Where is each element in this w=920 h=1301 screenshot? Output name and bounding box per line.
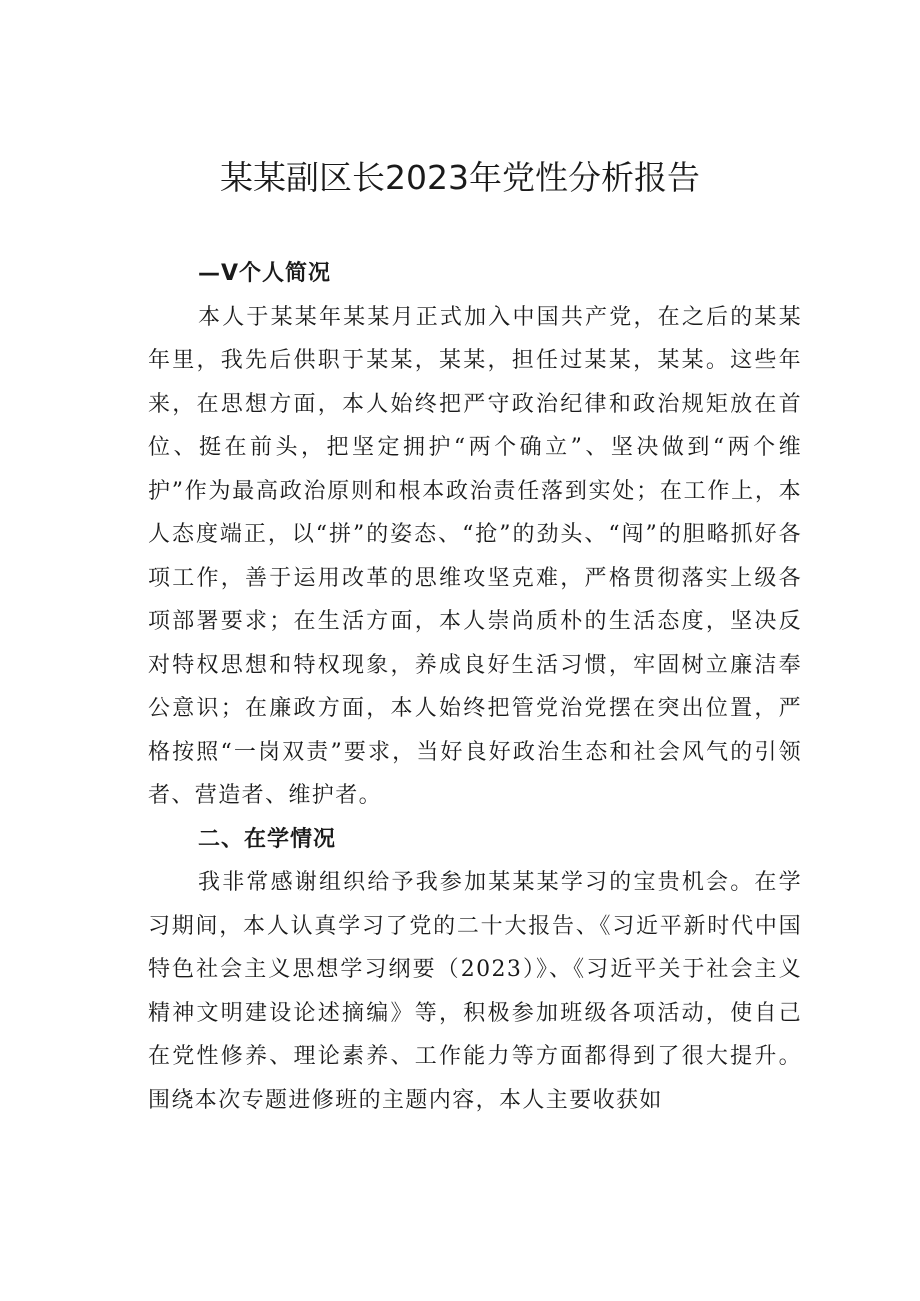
document-title: 某某副区长2023年党性分析报告 <box>220 158 700 197</box>
section-heading-study-status: 二、在学情况 <box>198 826 337 852</box>
section-heading-personal-profile: —V个人简况 <box>198 261 332 286</box>
section-paragraph-personal-profile: 本人于某某年某某月正式加入中国共产党，在之后的某某年里，我先后供职于某某，某某，担任过某某，某某。这些年来，在思想方面，本人始终把严守政治纪律和政治规矩放在首位、挺在前头，把坚定拥护“两个确立”、坚决做到“两个维护”作为最高政治原则和根本政治责任落到实处；在工作上，本人态度端正，以“拼”的姿态、“抢”的劲头、“闯”的胆略抓好各项工作，善于运用改革的思维攻坚克难，严格贯彻落实上级各项部署要求；在生活方面，本人崇尚质朴的生活态度，坚决反对特权思想和特权现象，养成良好生活习惯，牢固树立廉洁奉公意识；在廉政方面，本人始终把管党治党摆在突出位置，严格按照“一岗双责”要求，当好良好政治生态和社会风气的引领者、营造者、维护者。 <box>148 304 802 808</box>
section-paragraph-study-status: 我非常感谢组织给予我参加某某某学习的宝贵机会。在学习期间，本人认真学习了党的二十大报告、《习近平新时代中国特色社会主义思想学习纲要（2023）》、《习近平关于社会主义精神文明建设论述摘编》等，积极参加班级各项活动，使自己在党性修养、理论素养、工作能力等方面都得到了很大提升。围绕本次专题进修班的主题内容，本人主要收获如 <box>148 870 802 1113</box>
document-body <box>148 252 802 1122</box>
